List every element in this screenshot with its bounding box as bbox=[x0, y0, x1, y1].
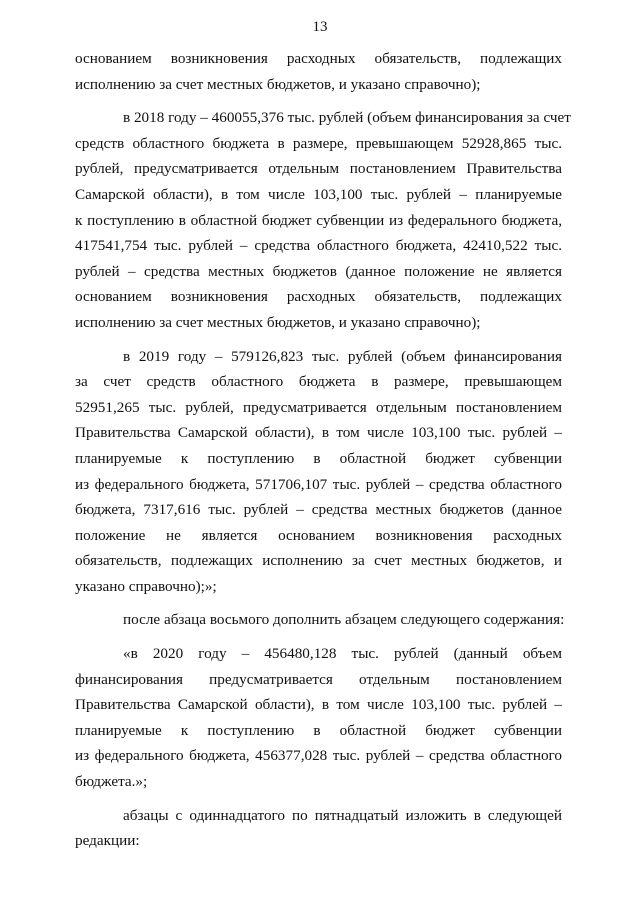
text-line: рублей, предусматривается отдельным постановлением Правительства bbox=[75, 160, 562, 178]
text-line: средств областного бюджета в размере, превышающем 52928,865 тыс. bbox=[75, 134, 562, 152]
text-line: основанием возникновения расходных обязательств, подлежащих bbox=[75, 288, 562, 306]
text-line: редакции: bbox=[75, 832, 140, 850]
text-line: за счет средств областного бюджета в размере, превышающем bbox=[75, 373, 562, 391]
text-line: абзацы с одиннадцатого по пятнадцатый изложить в следующей bbox=[123, 806, 562, 824]
text-line: финансирования предусматривается отдельным постановлением bbox=[75, 670, 562, 688]
text-line: указано справочно);»; bbox=[75, 577, 217, 595]
text-line: рублей – средства местных бюджетов (данное положение не является bbox=[75, 262, 562, 280]
text-line: 417541,754 тыс. рублей – средства областного бюджета, 42410,522 тыс. bbox=[75, 237, 562, 255]
text-line: в 2018 году – 460055,376 тыс. рублей (объем финансирования за счет bbox=[123, 109, 571, 127]
text-line: Правительства Самарской области), в том числе 103,100 тыс. рублей – bbox=[75, 424, 562, 442]
text-line: из федерального бюджета, 571706,107 тыс. рублей – средства областного bbox=[75, 475, 562, 493]
text-line: обязательств, подлежащих исполнению за счет местных бюджетов, и bbox=[75, 552, 562, 570]
text-line: положение не является основанием возникновения расходных bbox=[75, 526, 562, 544]
text-line: «в 2020 году – 456480,128 тыс. рублей (данный объем bbox=[123, 645, 562, 663]
text-line: планируемые к поступлению в областной бюджет субвенции bbox=[75, 449, 562, 467]
text-line: к поступлению в областной бюджет субвенции из федерального бюджета, bbox=[75, 211, 562, 229]
text-line: 52951,265 тыс. рублей, предусматривается отдельным постановлением bbox=[75, 398, 562, 416]
text-line: Правительства Самарской области), в том числе 103,100 тыс. рублей – bbox=[75, 696, 562, 714]
document-body bbox=[75, 46, 571, 862]
text-line: после абзаца восьмого дополнить абзацем следующего содержания: bbox=[123, 611, 565, 629]
text-line: из федерального бюджета, 456377,028 тыс. рублей – средства областного bbox=[75, 747, 562, 765]
text-line: основанием возникновения расходных обязательств, подлежащих bbox=[75, 50, 562, 67]
paragraph bbox=[75, 641, 562, 795]
text-line: бюджета.»; bbox=[75, 773, 148, 791]
text-line: бюджета, 7317,616 тыс. рублей – средства местных бюджетов (данное bbox=[75, 501, 562, 519]
paragraph bbox=[75, 46, 562, 97]
page-number: 13 bbox=[312, 19, 328, 35]
paragraph bbox=[75, 607, 565, 633]
text-line: в 2019 году – 579126,823 тыс. рублей (объем финансирования bbox=[123, 347, 562, 365]
text-line: исполнению за счет местных бюджетов, и указано справочно); bbox=[75, 75, 481, 93]
text-line: Самарской области), в том числе 103,100 тыс. рублей – планируемые bbox=[75, 185, 562, 203]
paragraph bbox=[75, 803, 562, 854]
paragraph bbox=[75, 105, 571, 335]
text-line: планируемые к поступлению в областной бюджет субвенции bbox=[75, 721, 562, 739]
paragraph bbox=[75, 344, 562, 600]
text-line: исполнению за счет местных бюджетов, и указано справочно); bbox=[75, 313, 481, 331]
